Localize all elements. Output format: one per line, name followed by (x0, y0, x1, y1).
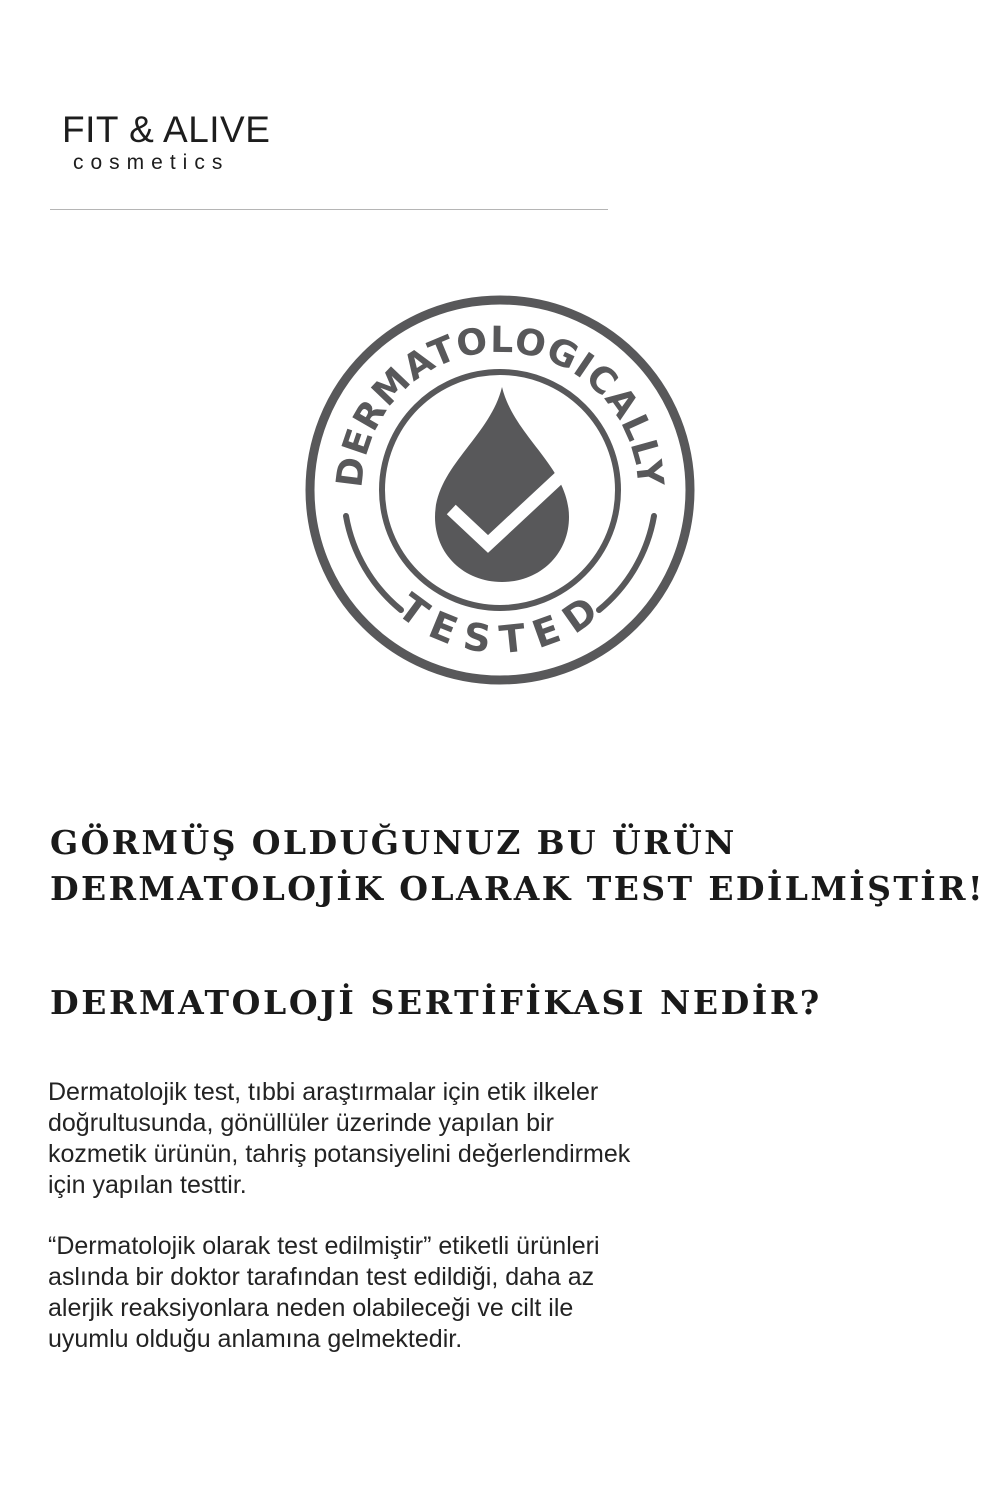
section-question: DERMATOLOJİ SERTİFİKASI NEDİR? (50, 983, 822, 1022)
header-divider (50, 209, 608, 210)
paragraph-line: kozmetik ürünün, tahriş potansiyelini değerlendirmek (48, 1140, 631, 1168)
headline-line-2: DERMATOLOJİK OLARAK TEST EDİLMİŞTİR! (50, 869, 985, 908)
paragraph-2 (48, 1231, 808, 1355)
headline (50, 820, 985, 912)
paragraph-line: alerjik reaksiyonlara neden olabileceği ve cilt ile (48, 1294, 574, 1322)
paragraph-line: doğrultusunda, gönüllüler üzerinde yapılan bir (48, 1109, 554, 1137)
paragraph-line: için yapılan testtir. (48, 1171, 247, 1199)
brand-subtitle: cosmetics (73, 151, 230, 174)
dermatologically-tested-seal (300, 292, 700, 692)
drop-checkmark-icon (435, 387, 576, 582)
seal-bottom-text: TESTED (389, 584, 610, 663)
brand-logo (62, 110, 270, 176)
headline-line-1: GÖRMÜŞ OLDUĞUNUZ BU ÜRÜN (50, 823, 737, 862)
paragraph-1 (48, 1077, 808, 1201)
paragraph-line: uyumlu olduğu anlamına gelmektedir. (48, 1325, 463, 1353)
paragraph-line: Dermatolojik test, tıbbi araştırmalar için etik ilkeler (48, 1078, 599, 1106)
paragraph-line: aslında bir doktor tarafından test edildiği, daha az (48, 1263, 595, 1291)
paragraph-line: “Dermatolojik olarak test edilmiştir” etiketli ürünleri (48, 1232, 600, 1260)
seal-right-arc (599, 516, 654, 610)
seal-left-arc (346, 516, 401, 610)
seal-top-text: DERMATOLOGICALLY (329, 319, 671, 490)
brand-name: FIT & ALIVE (62, 109, 271, 150)
